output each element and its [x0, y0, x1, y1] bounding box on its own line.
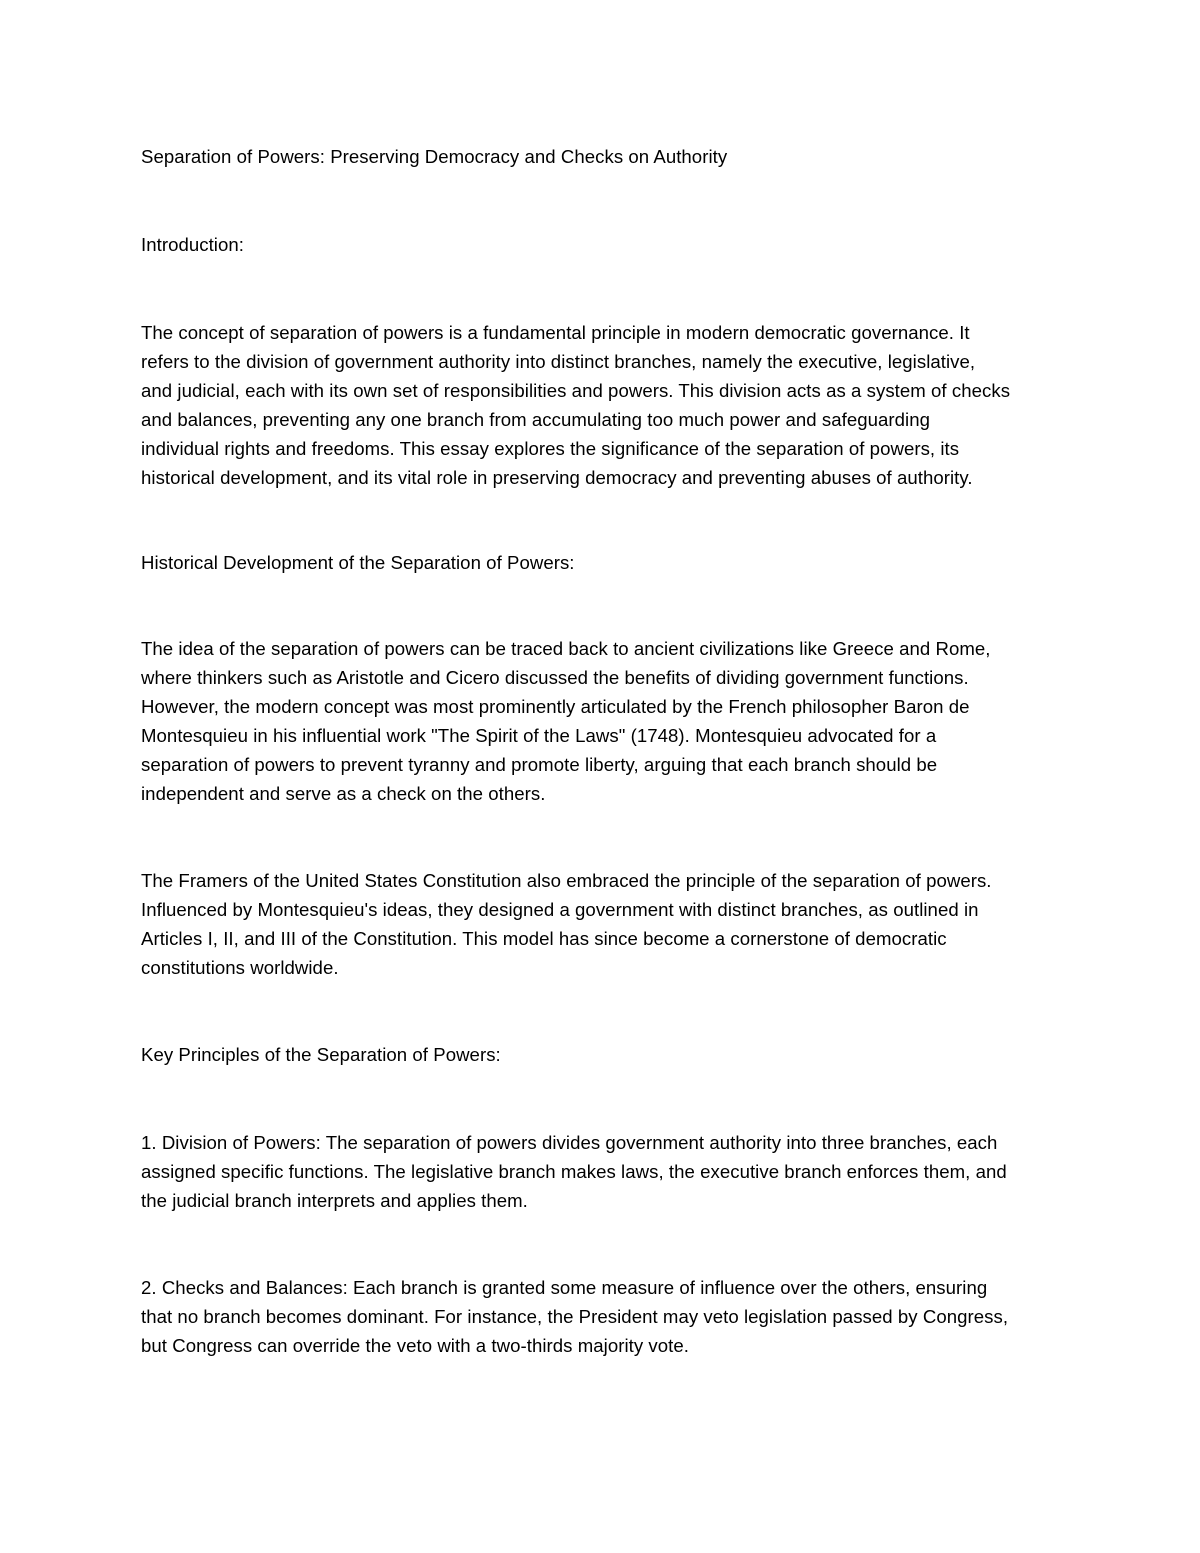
intro-paragraph — [141, 318, 1071, 492]
intro-heading — [141, 230, 1071, 259]
paragraph-line: The idea of the separation of powers can be traced back to ancient civilizations like Greece and Rome, — [141, 638, 991, 659]
paragraph-line: historical development, and its vital role in preserving democracy and preventing abuses of authority. — [141, 467, 973, 488]
paragraph-line: The Framers of the United States Constitution also embraced the principle of the separation of powers. — [141, 870, 992, 891]
history-heading — [141, 548, 1071, 577]
principles-heading-line: Key Principles of the Separation of Powers: — [141, 1044, 501, 1065]
paragraph-line: Montesquieu in his influential work "The Spirit of the Laws" (1748). Montesquieu advocated for a — [141, 725, 937, 746]
intro-heading-line: Introduction: — [141, 234, 244, 255]
document-title — [141, 142, 1071, 171]
paragraph-line: and balances, preventing any one branch from accumulating too much power and safeguarding — [141, 409, 930, 430]
paragraph-line: where thinkers such as Aristotle and Cicero discussed the benefits of dividing government functions. — [141, 667, 969, 688]
paragraph-line: individual rights and freedoms. This essay explores the significance of the separation of powers, its — [141, 438, 960, 459]
paragraph-line: However, the modern concept was most prominently articulated by the French philosopher Baron de — [141, 696, 970, 717]
title-line: Separation of Powers: Preserving Democracy and Checks on Authority — [141, 146, 728, 167]
history-heading-line: Historical Development of the Separation of Powers: — [141, 552, 575, 573]
paragraph-line: that no branch becomes dominant. For instance, the President may veto legislation passed by Congress, — [141, 1306, 1009, 1327]
paragraph-line: Influenced by Montesquieu's ideas, they designed a government with distinct branches, as outlined in — [141, 899, 979, 920]
principle-1 — [141, 1128, 1071, 1215]
history-paragraph-2 — [141, 866, 1071, 982]
paragraph-line: but Congress can override the veto with a two-thirds majority vote. — [141, 1335, 689, 1356]
paragraph-line: The concept of separation of powers is a fundamental principle in modern democratic governance. It — [141, 322, 970, 343]
paragraph-line: refers to the division of government authority into distinct branches, namely the executive, legislative, — [141, 351, 976, 372]
paragraph-line: 2. Checks and Balances: Each branch is granted some measure of influence over the others, ensuring — [141, 1277, 988, 1298]
paragraph-line: separation of powers to prevent tyranny and promote liberty, arguing that each branch should be — [141, 754, 938, 775]
paragraph-line: and judicial, each with its own set of responsibilities and powers. This division acts as a system of checks — [141, 380, 1011, 401]
paragraph-line: constitutions worldwide. — [141, 957, 339, 978]
principles-heading — [141, 1040, 1071, 1069]
paragraph-line: the judicial branch interprets and applies them. — [141, 1190, 528, 1211]
paragraph-line: Articles I, II, and III of the Constitution. This model has since become a cornerstone of democratic — [141, 928, 947, 949]
paragraph-line: independent and serve as a check on the others. — [141, 783, 546, 804]
paragraph-line: 1. Division of Powers: The separation of powers divides government authority into three branches, each — [141, 1132, 998, 1153]
history-paragraph-1 — [141, 634, 1071, 808]
paragraph-line: assigned specific functions. The legislative branch makes laws, the executive branch enforces them, and — [141, 1161, 1007, 1182]
principle-2 — [141, 1273, 1071, 1360]
